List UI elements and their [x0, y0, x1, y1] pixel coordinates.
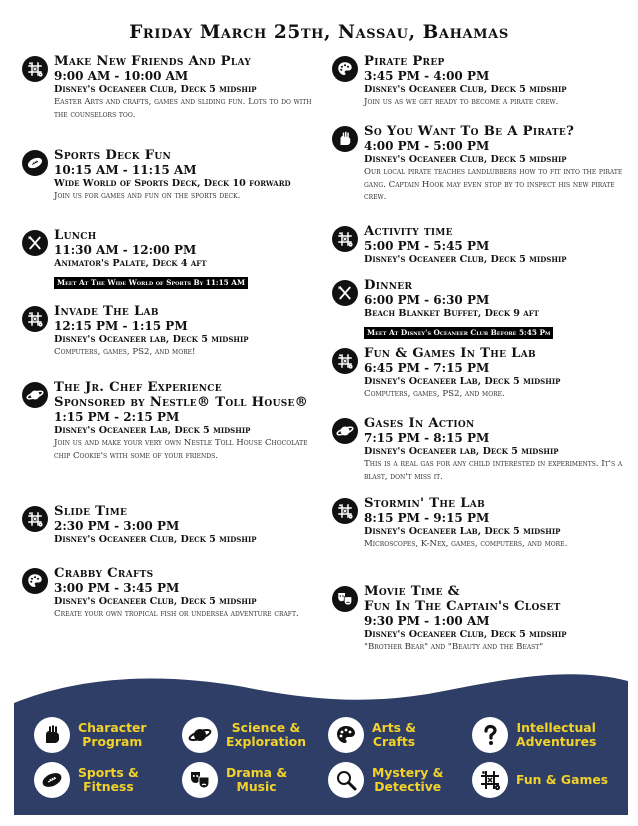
event-time: 1:15 PM - 2:15 PM: [54, 410, 180, 424]
event-title: Sports Deck Fun: [54, 148, 172, 163]
event-time: 2:30 PM - 3:00 PM: [54, 519, 180, 533]
event-description: Create your own tropical fish or undersea adventure craft.: [54, 609, 299, 619]
event-title: Movie Time &: [364, 584, 460, 599]
event-location: Disney's Oceaneer Lab, Deck 5 midship: [54, 425, 251, 436]
legend-item: [34, 717, 147, 753]
legend-label: [78, 766, 139, 794]
schedule-event: [332, 54, 632, 109]
fun-games-icon: [22, 506, 48, 532]
legend-band: [14, 665, 628, 815]
event-title: Dinner: [364, 278, 413, 293]
intellectual-adventures-icon: [472, 717, 508, 753]
event-time: 8:15 PM - 9:15 PM: [364, 511, 490, 525]
event-description: Computers, games, PS2, and more!: [54, 347, 196, 357]
legend-label-line: Fitness: [83, 779, 134, 794]
event-time: 3:00 PM - 3:45 PM: [54, 581, 180, 595]
event-time: 9:30 PM - 1:00 AM: [364, 614, 490, 628]
event-title: So You Want To Be A Pirate?: [364, 124, 575, 139]
science-exploration-icon: [22, 382, 48, 408]
event-time: 4:00 PM - 5:00 PM: [364, 139, 490, 153]
event-title: Activity time: [364, 224, 453, 239]
schedule-event: [22, 504, 317, 546]
event-location: Disney's Oceaneer Club, Deck 5 midship: [54, 596, 257, 607]
legend-label-line: Music: [236, 779, 277, 794]
schedule-event: [332, 124, 632, 204]
event-description: Join us as we get ready to become a pirate crew.: [364, 97, 559, 107]
legend-label: [226, 721, 306, 749]
arts-crafts-icon: [328, 717, 364, 753]
fun-games-icon: [22, 56, 48, 82]
fun-games-icon: [472, 762, 508, 798]
schedule-event: [332, 416, 632, 483]
event-location: Animator's Palate, Deck 4 aft: [54, 258, 207, 269]
legend-label-line: Science &: [231, 720, 301, 735]
event-location: Disney's Oceaneer Club, Deck 5 midship: [364, 154, 567, 165]
event-title: Pirate Prep: [364, 54, 445, 69]
legend-item: [328, 717, 416, 753]
event-title: Make New Friends And Play: [54, 54, 252, 69]
legend-item: [328, 762, 443, 798]
schedule-event: [22, 566, 317, 621]
legend-label-line: Sports &: [78, 765, 139, 780]
event-location: Disney's Oceaneer lab, Deck 5 midship: [364, 446, 559, 457]
event-location: Disney's Oceaneer Club, Deck 5 midship: [364, 84, 567, 95]
event-title: The Jr. Chef Experience: [54, 380, 222, 395]
sports-fitness-icon: [34, 762, 70, 798]
character-program-icon: [332, 126, 358, 152]
event-title: Lunch: [54, 228, 97, 243]
schedule-event: [22, 380, 317, 462]
legend-label: [372, 721, 416, 749]
meeting-note: Meet At The Wide World of Sports By 11:15 AM: [54, 277, 248, 289]
legend-label: [78, 721, 147, 749]
event-title: Gases In Action: [364, 416, 475, 431]
legend-item: [472, 717, 596, 753]
event-location: Beach Blanket Buffet, Deck 9 aft: [364, 308, 539, 319]
schedule-event: [332, 584, 632, 654]
legend-label: [372, 766, 443, 794]
event-title: Crabby Crafts: [54, 566, 154, 581]
fun-games-icon: [22, 306, 48, 332]
legend-item: [182, 762, 287, 798]
science-exploration-icon: [182, 717, 218, 753]
event-location: Disney's Oceaneer Club, Deck 5 midship: [54, 84, 257, 95]
event-time: 5:00 PM - 5:45 PM: [364, 239, 490, 253]
event-title: Fun & Games In The Lab: [364, 346, 536, 361]
event-location: Disney's Oceaneer Club, Deck 5 midship: [364, 254, 567, 265]
schedule-event: [332, 346, 632, 401]
event-time: 3:45 PM - 4:00 PM: [364, 69, 490, 83]
event-time: 6:45 PM - 7:15 PM: [364, 361, 490, 375]
event-subtitle: Fun In The Captain's Closet: [364, 599, 561, 614]
event-location: Disney's Oceaneer Club, Deck 5 midship: [54, 534, 257, 545]
sports-fitness-icon: [22, 150, 48, 176]
legend-label: [516, 773, 608, 787]
event-description: Join us for games and fun on the sports deck.: [54, 191, 241, 201]
schedule-event: [22, 228, 317, 289]
schedule-event: [332, 224, 632, 266]
page-title: Friday March 25th, Nassau, Bahamas: [129, 22, 509, 43]
legend-label-line: Arts &: [372, 720, 417, 735]
fun-games-icon: [332, 226, 358, 252]
legend-label-line: Adventures: [516, 734, 597, 749]
arts-crafts-icon: [332, 56, 358, 82]
legend-item: [472, 762, 608, 798]
event-location: Disney's Oceaneer Lab, Deck 5 midship: [364, 376, 561, 387]
drama-music-icon: [182, 762, 218, 798]
drama-music-icon: [332, 586, 358, 612]
event-time: 7:15 PM - 8:15 PM: [364, 431, 490, 445]
character-program-icon: [34, 717, 70, 753]
fun-games-icon: [332, 348, 358, 374]
event-time: 11:30 AM - 12:00 PM: [54, 243, 197, 257]
event-title: Stormin' The Lab: [364, 496, 485, 511]
event-time: 10:15 AM - 11:15 AM: [54, 163, 197, 177]
dining-icon: [332, 280, 358, 306]
legend-label-line: Mystery &: [372, 765, 444, 780]
science-exploration-icon: [332, 418, 358, 444]
schedule-event: [22, 304, 317, 359]
event-description: Microscopes, K-Nex, games, computers, and more.: [364, 539, 568, 549]
arts-crafts-icon: [22, 568, 48, 594]
event-location: Disney's Oceaneer lab, Deck 5 midship: [54, 334, 249, 345]
legend-label-line: Detective: [374, 779, 442, 794]
schedule-event: [22, 54, 317, 121]
schedule-event: [22, 148, 317, 203]
legend-label-line: Character: [78, 720, 147, 735]
event-description: Easter Arts and crafts, games and sliding fun. Lots to do with the counselors too.: [54, 97, 312, 120]
dining-icon: [22, 230, 48, 256]
schedule-event: [332, 278, 632, 339]
event-description: Our local pirate teaches landlubbers how to fit into the pirate gang. Captain Hook may even stop by to inspect his new pirate crew.: [364, 167, 623, 202]
event-location: Disney's Oceaneer Club, Deck 5 midship: [364, 629, 567, 640]
event-location: Disney's Oceaneer Lab, Deck 5 midship: [364, 526, 561, 537]
legend-label-line: Crafts: [372, 734, 416, 749]
legend-label-line: Fun & Games: [516, 772, 609, 787]
legend-label-line: Drama &: [226, 765, 288, 780]
event-time: 12:15 PM - 1:15 PM: [54, 319, 188, 333]
event-description: This is a real gas for any child interested in experiments. It's a blast, don't miss it.: [364, 459, 623, 482]
event-title: Invade The Lab: [54, 304, 159, 319]
event-location: Wide World of Sports Deck, Deck 10 forward: [54, 178, 291, 189]
fun-games-icon: [332, 498, 358, 524]
mystery-detective-icon: [328, 762, 364, 798]
event-time: 6:00 PM - 6:30 PM: [364, 293, 490, 307]
event-subtitle: Sponsored by Nestle® Toll House®: [54, 395, 309, 410]
event-time: 9:00 AM - 10:00 AM: [54, 69, 189, 83]
legend-label: [516, 721, 596, 749]
event-description: Computers, games, PS2, and more.: [364, 389, 505, 399]
legend-item: [182, 717, 306, 753]
event-title: Slide Time: [54, 504, 128, 519]
event-description: "Brother Bear" and "Beauty and the Beast": [364, 642, 544, 652]
legend-label-line: Intellectual: [516, 720, 596, 735]
legend-label-line: Program: [82, 734, 143, 749]
legend-label-line: Exploration: [226, 734, 307, 749]
legend-item: [34, 762, 139, 798]
schedule-event: [332, 496, 632, 551]
legend-label: [226, 766, 287, 794]
meeting-note: Meet At Disney's Oceaneer Club Before 5:45 Pm: [364, 327, 553, 339]
event-description: Join us and make your very own Nestle Toll House Chocolate chip Cookie's with some of your friends.: [54, 438, 308, 461]
